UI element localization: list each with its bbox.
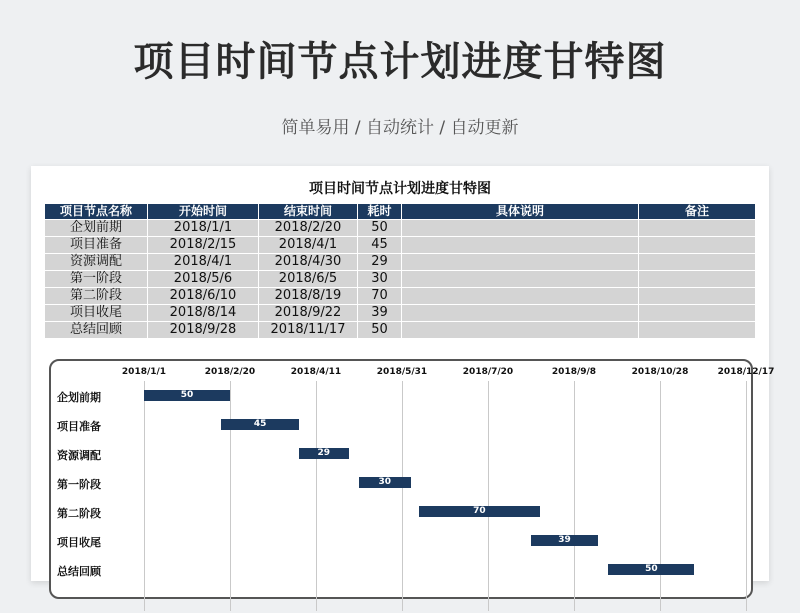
- gridline: [574, 381, 575, 611]
- spreadsheet-preview: [31, 166, 775, 581]
- cell-start-time: 2018/9/28: [148, 322, 259, 339]
- cell-start-time: 2018/1/1: [148, 220, 259, 237]
- page-subtitle: 简单易用 / 自动统计 / 自动更新: [281, 118, 519, 138]
- gridline: [144, 381, 145, 611]
- axis-date-label: 2018/2/20: [204, 367, 256, 377]
- header-description: 具体说明: [402, 204, 639, 220]
- header-remarks: 备注: [639, 204, 756, 220]
- table-row: [45, 220, 756, 237]
- cell-duration: 70: [358, 288, 402, 305]
- cell-description: [402, 288, 639, 305]
- task-bar: 30: [359, 477, 411, 488]
- cell-duration: 30: [358, 271, 402, 288]
- cell-end-time: 2018/4/30: [259, 254, 358, 271]
- task-label: 项目准备: [57, 420, 101, 433]
- cell-duration: 50: [358, 220, 402, 237]
- axis-date-label: 2018/9/8: [551, 367, 597, 377]
- page-title: 项目时间节点计划进度甘特图: [133, 39, 667, 85]
- axis-date-label: 2018/12/17: [717, 367, 775, 377]
- cell-start-time: 2018/4/1: [148, 254, 259, 271]
- table-row: [45, 288, 756, 305]
- header-start-time: 开始时间: [148, 204, 259, 220]
- cell-node-name: 第二阶段: [45, 288, 148, 305]
- header-end-time: 结束时间: [259, 204, 358, 220]
- cell-start-time: 2018/8/14: [148, 305, 259, 322]
- cell-duration: 50: [358, 322, 402, 339]
- cell-description: [402, 271, 639, 288]
- task-label: 第二阶段: [57, 507, 101, 520]
- task-bar: 70: [419, 506, 539, 517]
- task-bar: 45: [221, 419, 298, 430]
- cell-node-name: 第一阶段: [45, 271, 148, 288]
- schedule-table: [44, 203, 756, 339]
- cell-description: [402, 254, 639, 271]
- axis-date-label: 2018/7/20: [462, 367, 514, 377]
- cell-node-name: 总结回顾: [45, 322, 148, 339]
- header-node-name: 项目节点名称: [45, 204, 148, 220]
- cell-start-time: 2018/6/10: [148, 288, 259, 305]
- cell-description: [402, 237, 639, 254]
- gridline: [660, 381, 661, 611]
- gridline: [488, 381, 489, 611]
- cell-end-time: 2018/9/22: [259, 305, 358, 322]
- cell-end-time: 2018/8/19: [259, 288, 358, 305]
- task-bar: 50: [608, 564, 694, 575]
- cell-description: [402, 220, 639, 237]
- task-label: 总结回顾: [57, 565, 101, 578]
- cell-remarks: [639, 220, 756, 237]
- cell-description: [402, 305, 639, 322]
- cell-node-name: 项目收尾: [45, 305, 148, 322]
- cell-remarks: [639, 305, 756, 322]
- table-row: [45, 322, 756, 339]
- axis-date-label: 2018/10/28: [631, 367, 689, 377]
- task-label: 第一阶段: [57, 478, 101, 491]
- task-bar: 39: [531, 535, 598, 546]
- cell-end-time: 2018/6/5: [259, 271, 358, 288]
- cell-remarks: [639, 271, 756, 288]
- gantt-chart: [49, 359, 775, 599]
- task-label: 企划前期: [57, 391, 101, 404]
- gridline: [316, 381, 317, 611]
- gridline: [402, 381, 403, 611]
- cell-description: [402, 322, 639, 339]
- axis-date-label: 2018/4/11: [290, 367, 342, 377]
- gridline: [230, 381, 231, 611]
- sheet-title: 项目时间节点计划进度甘特图: [309, 181, 491, 197]
- header-duration: 耗时: [358, 204, 402, 220]
- table-row: [45, 305, 756, 322]
- cell-start-time: 2018/5/6: [148, 271, 259, 288]
- cell-remarks: [639, 322, 756, 339]
- gridline: [746, 381, 747, 611]
- table-row: [45, 271, 756, 288]
- cell-node-name: 资源调配: [45, 254, 148, 271]
- axis-date-label: 2018/1/1: [121, 367, 167, 377]
- cell-end-time: 2018/2/20: [259, 220, 358, 237]
- axis-date-label: 2018/5/31: [376, 367, 428, 377]
- task-label: 资源调配: [57, 449, 101, 462]
- table-header-row: [45, 204, 756, 220]
- table-row: [45, 237, 756, 254]
- cell-remarks: [639, 237, 756, 254]
- cell-end-time: 2018/4/1: [259, 237, 358, 254]
- cell-end-time: 2018/11/17: [259, 322, 358, 339]
- table-row: [45, 254, 756, 271]
- cell-duration: 45: [358, 237, 402, 254]
- task-bar: 29: [299, 448, 349, 459]
- cell-remarks: [639, 288, 756, 305]
- task-label: 项目收尾: [57, 536, 101, 549]
- cell-remarks: [639, 254, 756, 271]
- cell-start-time: 2018/2/15: [148, 237, 259, 254]
- task-bar: 50: [144, 390, 230, 401]
- cell-node-name: 项目准备: [45, 237, 148, 254]
- cell-node-name: 企划前期: [45, 220, 148, 237]
- cell-duration: 29: [358, 254, 402, 271]
- cell-duration: 39: [358, 305, 402, 322]
